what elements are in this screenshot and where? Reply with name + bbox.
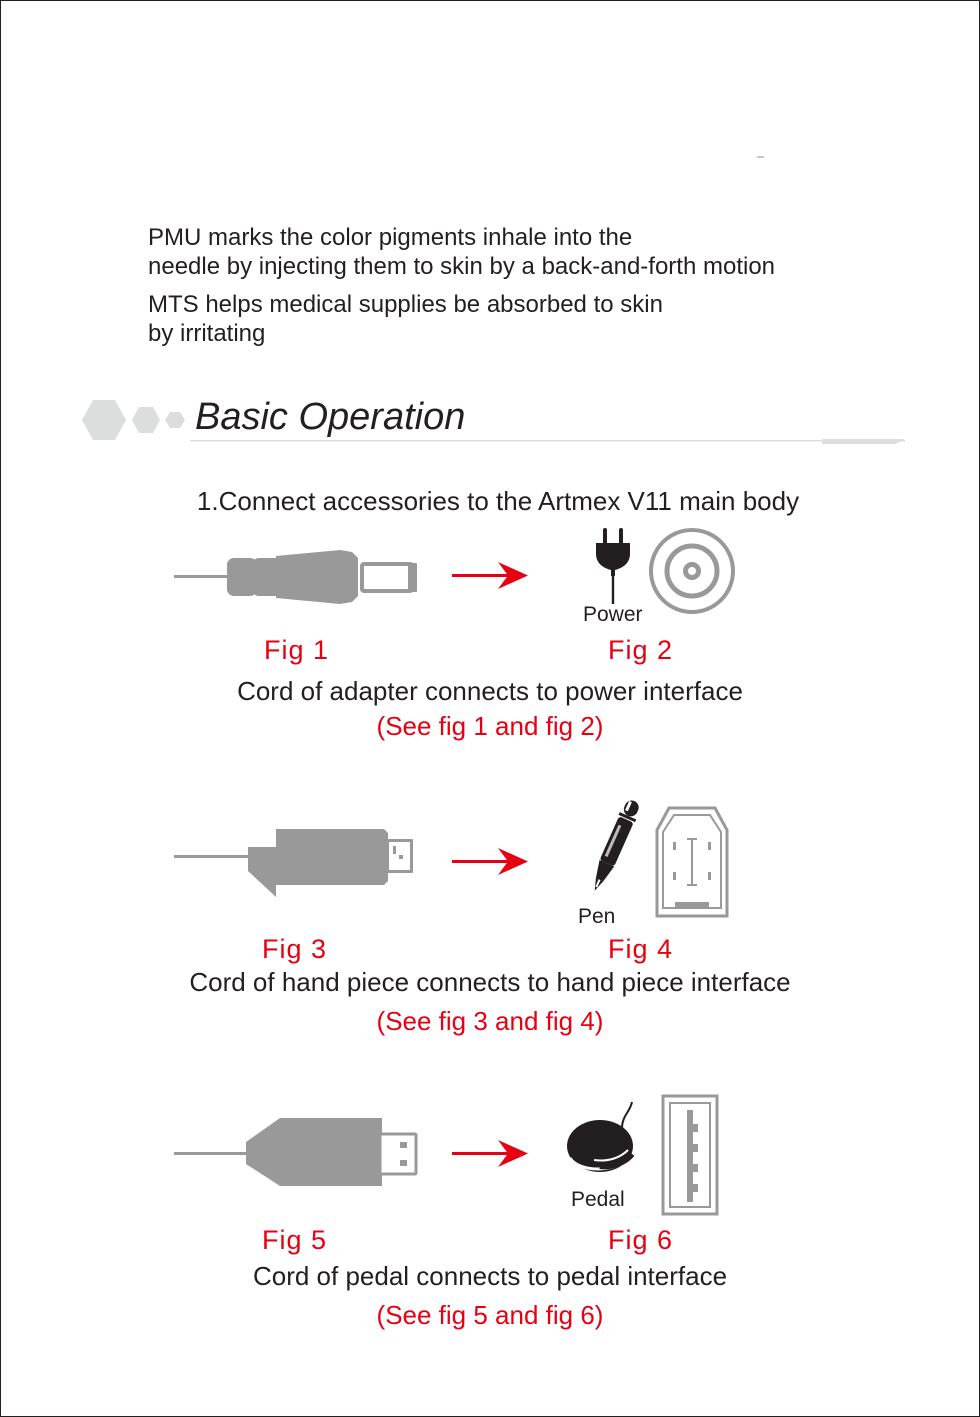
fig-2-label: Fig 2 (608, 635, 674, 665)
right-arrow-icon (450, 562, 530, 592)
fig-3-label: Fig 3 (262, 934, 328, 964)
hexagon-decoration-icon (76, 398, 186, 442)
dc-plug-connector-icon (172, 550, 422, 606)
section-title: Basic Operation (195, 396, 466, 438)
power-socket-icon (648, 527, 736, 615)
right-arrow-icon (450, 1140, 530, 1170)
fig-6-label: Fig 6 (608, 1225, 674, 1255)
fig-5-label: Fig 5 (262, 1225, 328, 1255)
power-icon-label: Power (583, 603, 643, 626)
right-arrow-icon (450, 848, 530, 878)
foot-pedal-icon (564, 1100, 644, 1176)
hand-piece-socket-icon (655, 806, 729, 918)
step-2-caption: Cord of hand piece connects to hand piece interface (189, 967, 791, 997)
step-3-reference: (See fig 5 and fig 6) (376, 1300, 604, 1330)
section-subtitle: 1.Connect accessories to the Artmex V11 main body (196, 486, 800, 516)
pedal-plug-connector-icon (172, 1114, 422, 1190)
fig-1-label: Fig 1 (264, 635, 330, 665)
pmu-description-line2: needle by injecting them to skin by a back-and-forth motion (148, 253, 776, 280)
power-plug-icon (593, 526, 633, 606)
pmu-description-line1: PMU marks the color pigments inhale into the (148, 224, 633, 251)
section-underline (190, 437, 905, 445)
pedal-icon-label: Pedal (571, 1188, 625, 1211)
step-2-reference: (See fig 3 and fig 4) (376, 1006, 604, 1036)
step-3-caption: Cord of pedal connects to pedal interface (252, 1261, 728, 1291)
step-1-caption: Cord of adapter connects to power interface (237, 676, 743, 706)
pen-icon-label: Pen (578, 905, 616, 928)
mts-description-line1: MTS helps medical supplies be absorbed to skin (148, 291, 663, 318)
mts-description-line2: by irritating (148, 320, 266, 347)
hand-piece-plug-connector-icon (172, 827, 422, 903)
step-1-reference: (See fig 1 and fig 2) (376, 711, 604, 741)
fig-4-label: Fig 4 (608, 934, 674, 964)
decorative-dash (757, 156, 764, 158)
pen-icon (585, 795, 645, 897)
pedal-socket-icon (661, 1094, 719, 1216)
